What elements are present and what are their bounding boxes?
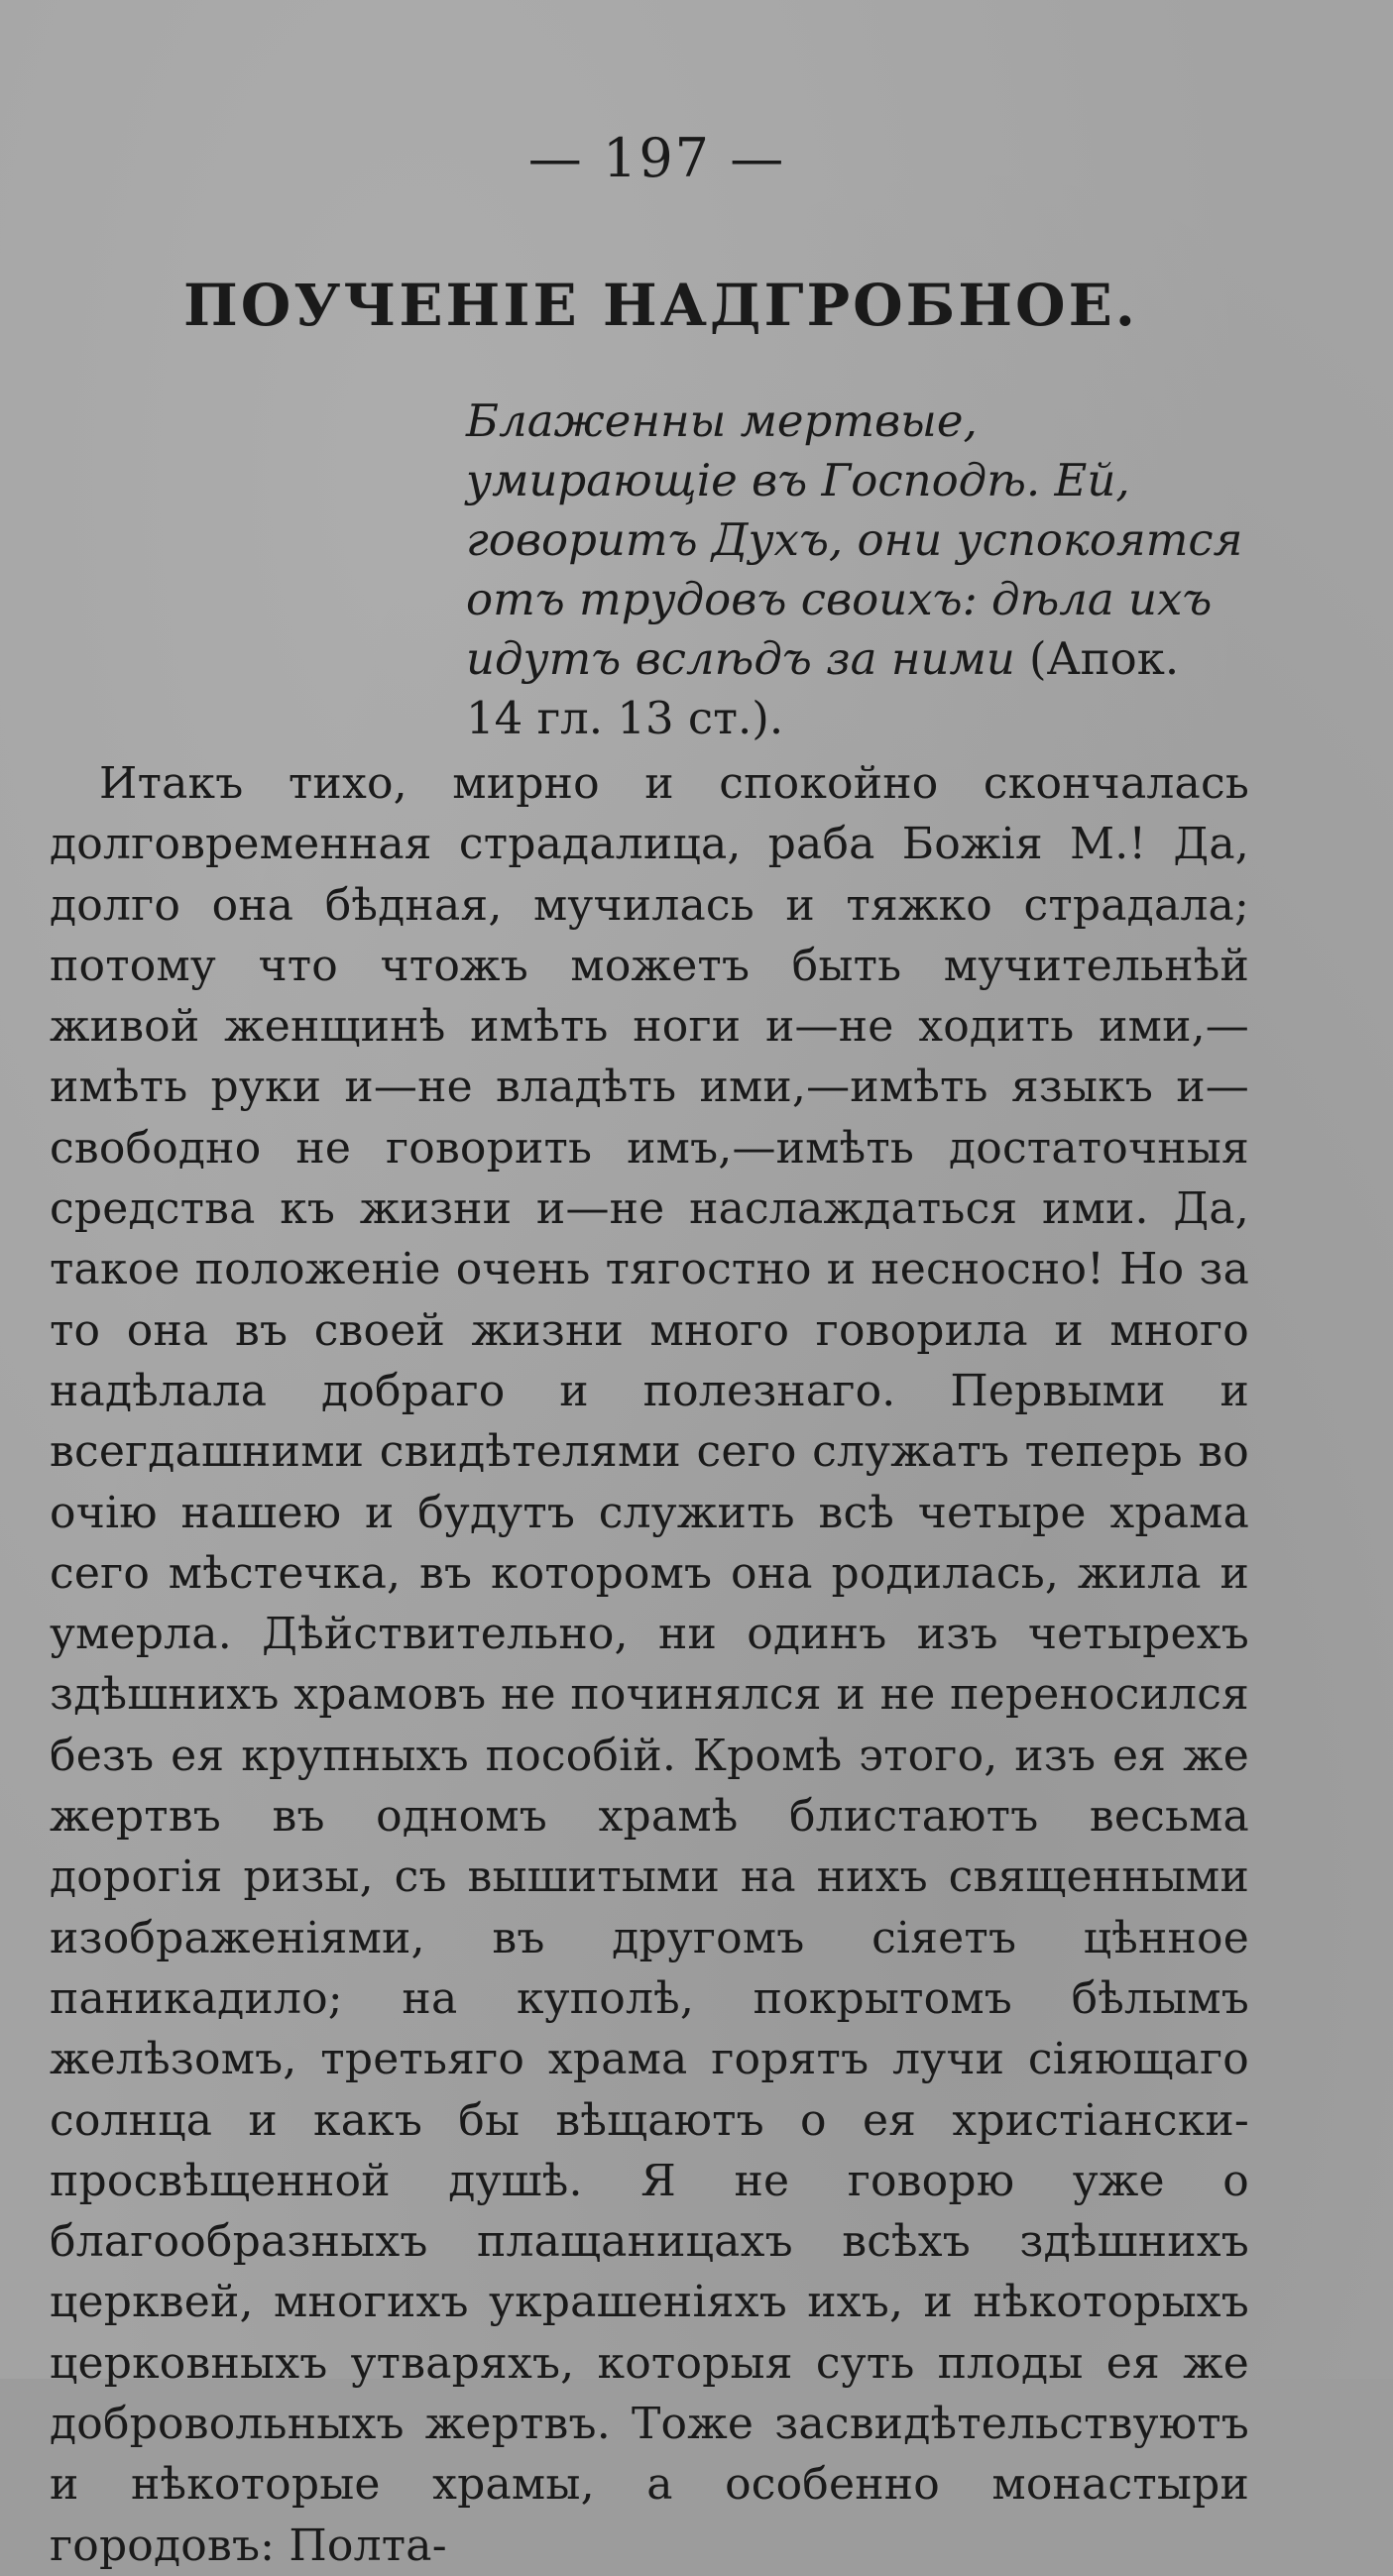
- epigraph-quote: Блаженны мертвые, умирающіе въ Господѣ. Ей, говоритъ Духъ, они успокоятся отъ трудовъ своихъ: дѣла ихъ идутъ вслѣдъ за ними: [466, 394, 1243, 685]
- epigraph: [466, 392, 1249, 748]
- epigraph-reference: (Апок. 14 гл. 13 ст.).: [466, 632, 1180, 744]
- page-number: — 197 —: [527, 127, 786, 189]
- page-title: ПОУЧЕНІЕ НАДГРОБНОЕ.: [183, 272, 1138, 339]
- body-paragraph: Итакъ тихо, мирно и спокойно скончалась долговременная страдалица, раба Божія М.! Да, долго она бѣдная, мучилась и тяжко страдала; потому что чтожъ можетъ быть мучительнѣй живой женщинѣ имѣть ноги и—не ходить ими,—имѣть руки и—не владѣть ими,—имѣть языкъ и—свободно не говорить имъ,—имѣть достаточныя средства къ жизни и—не наслаждаться ими. Да, такое положеніе очень тягостно и несносно! Но за то она въ своей жизни много говорила и много надѣлала добраго и полезнаго. Первыми и всегдашними свидѣтелями сего служатъ теперь во очію нашею и будутъ служить всѣ четыре храма сего мѣстечка, въ которомъ она родилась, жила и умерла. Дѣйствительно, ни одинъ изъ четырехъ здѣшнихъ храмовъ не починялся и не переносился безъ ея крупныхъ пособій. Кромѣ этого, изъ ея же жертвъ въ одномъ храмѣ блистаютъ весьма дорогія ризы, съ вышитыми на нихъ священными изображеніями, въ другомъ сіяетъ цѣнное паникадило; на куполѣ, покрытомъ бѣлымъ желѣзомъ, третьяго храма горятъ лучи сіяющаго солнца и какъ бы вѣщаютъ о ея христіански-просвѣщенной душѣ. Я не говорю уже о благообразныхъ плащаницахъ всѣхъ здѣшнихъ церквей, многихъ украшеніяхъ ихъ, и нѣкоторыхъ церковныхъ утваряхъ, которыя суть плоды ея же добровольныхъ жертвъ. Тоже засвидѣтельствуютъ и нѣкоторые храмы, а особенно монастыри городовъ: Полта-: [50, 758, 1249, 2571]
